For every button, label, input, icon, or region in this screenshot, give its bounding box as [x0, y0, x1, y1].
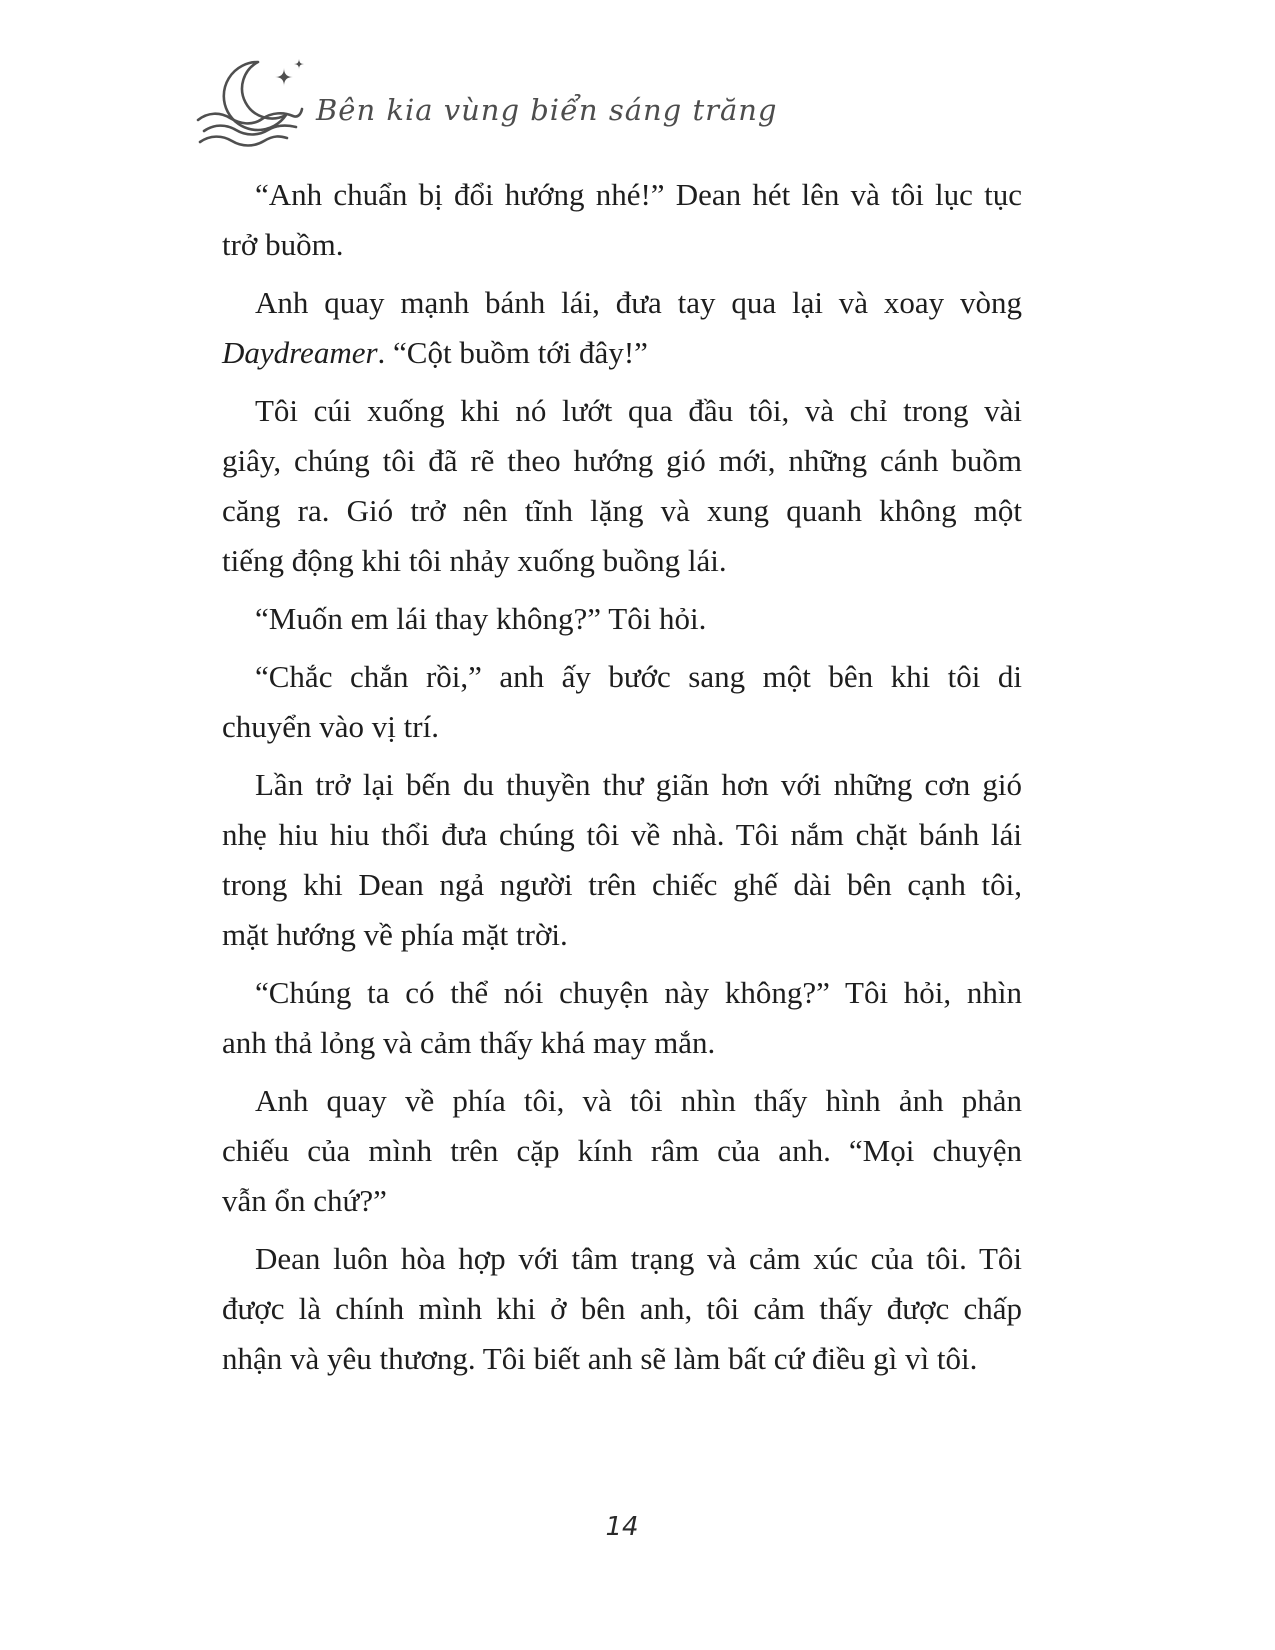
text-line: được là chính mình khi ở bên anh, tôi cảm thấy được chấp	[222, 1291, 1022, 1326]
paragraph	[222, 968, 1022, 1068]
text-line: Daydreamer. “Cột buồm tới đây!”	[222, 335, 648, 370]
text-line: nhận và yêu thương. Tôi biết anh sẽ làm bất cứ điều gì vì tôi.	[222, 1341, 978, 1376]
text-line: tiếng động khi tôi nhảy xuống buồng lái.	[222, 543, 727, 578]
text-line: “Chúng ta có thể nói chuyện này không?” Tôi hỏi, nhìn	[255, 975, 1022, 1010]
text-line: Anh quay về phía tôi, và tôi nhìn thấy hình ảnh phản	[255, 1083, 1022, 1118]
paragraph	[222, 594, 1022, 644]
text-line: “Anh chuẩn bị đổi hướng nhé!” Dean hét lên và tôi lục tục	[255, 177, 1022, 212]
text-line: giây, chúng tôi đã rẽ theo hướng gió mới, những cánh buồm	[222, 443, 1022, 478]
text-line: vẫn ổn chứ?”	[222, 1183, 387, 1218]
page-header	[196, 56, 778, 150]
text-line: Anh quay mạnh bánh lái, đưa tay qua lại và xoay vòng	[255, 285, 1022, 320]
text-line: trở buồm.	[222, 227, 344, 262]
paragraph	[222, 1234, 1022, 1384]
text-line: “Muốn em lái thay không?” Tôi hỏi.	[255, 601, 707, 636]
text-line: chuyển vào vị trí.	[222, 709, 439, 744]
moon-waves-icon	[196, 56, 308, 150]
body-text	[222, 170, 1022, 1392]
text-line: mặt hướng về phía mặt trời.	[222, 917, 568, 952]
text-line: anh thả lỏng và cảm thấy khá may mắn.	[222, 1025, 716, 1060]
text-line: căng ra. Gió trở nên tĩnh lặng và xung quanh không một	[222, 493, 1022, 528]
paragraph	[222, 1076, 1022, 1226]
paragraph	[222, 170, 1022, 270]
page-number: 14	[605, 1512, 639, 1542]
paragraph	[222, 760, 1022, 960]
running-head-title: Bên kia vùng biển sáng trăng	[316, 93, 778, 127]
text-line: “Chắc chắn rồi,” anh ấy bước sang một bên khi tôi di	[255, 659, 1022, 694]
text-line: Lần trở lại bến du thuyền thư giãn hơn với những cơn gió	[255, 767, 1022, 802]
text-line: chiếu của mình trên cặp kính râm của anh. “Mọi chuyện	[222, 1133, 1022, 1168]
text-line: Tôi cúi xuống khi nó lướt qua đầu tôi, và chỉ trong vài	[255, 393, 1022, 428]
text-line: nhẹ hiu hiu thổi đưa chúng tôi về nhà. Tôi nắm chặt bánh lái	[222, 817, 1022, 852]
paragraph	[222, 278, 1022, 378]
text-line: trong khi Dean ngả người trên chiếc ghế dài bên cạnh tôi,	[222, 867, 1022, 902]
paragraph	[222, 386, 1022, 586]
text-line: Dean luôn hòa hợp với tâm trạng và cảm xúc của tôi. Tôi	[255, 1241, 1022, 1276]
paragraph	[222, 652, 1022, 752]
